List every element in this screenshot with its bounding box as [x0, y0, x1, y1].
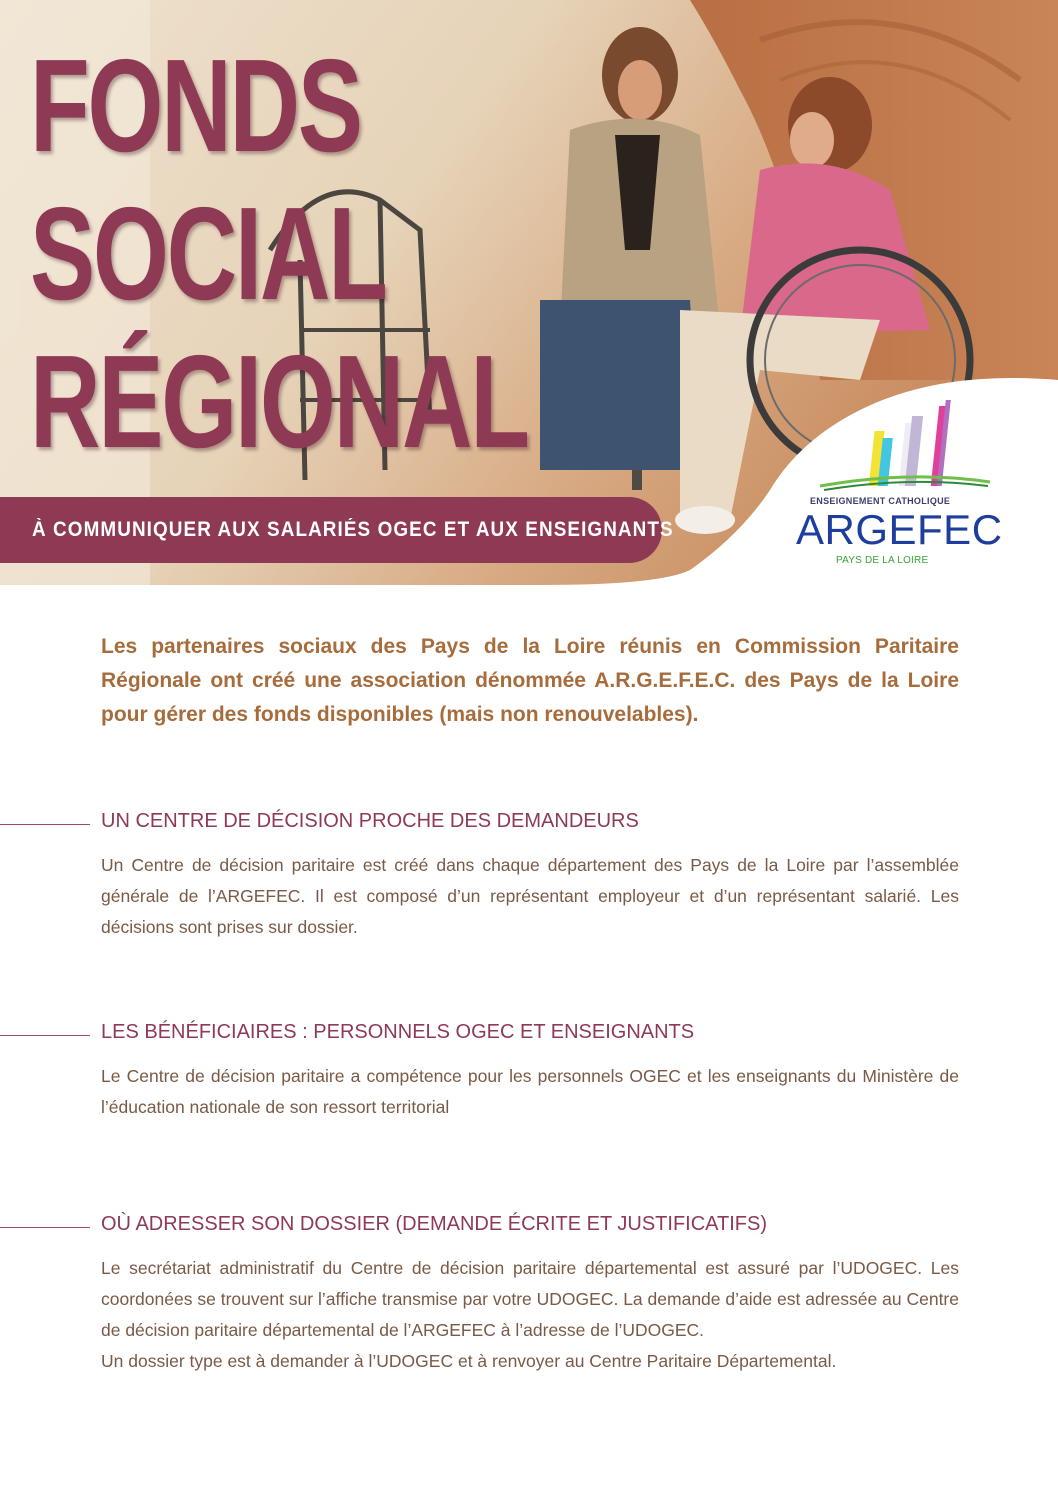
hero-title-line: FONDS	[30, 32, 361, 179]
logo-subtitle: PAYS DE LA LOIRE	[836, 555, 929, 566]
hero	[0, 0, 1058, 585]
section-rule	[0, 1035, 90, 1036]
section-heading: LES BÉNÉFICIAIRES : PERSONNELS OGEC ET ENSEIGNANTS	[101, 1021, 695, 1043]
intro-paragraph: Les partenaires sociaux des Pays de la Loire réunis en Commission Paritaire Régionale ont créé une association dénommée A.R.G.E.F.E.C. des Pays de la Loire pour gérer des fonds disponibles (mais non renouvelables).	[101, 635, 959, 726]
section-paragraph: Un dossier type est à demander à l’UDOGEC et à renvoyer au Centre Paritaire Départemental.	[101, 1351, 837, 1371]
hero-title-line: RÉGIONAL	[30, 328, 528, 475]
section-paragraph: Le Centre de décision paritaire a compétence pour les personnels OGEC et les enseignants du Ministère de l’éducation nationale de son ressort territorial	[101, 1066, 959, 1117]
section-rule	[0, 1227, 90, 1228]
logo-name: ARGEFEC	[796, 506, 1003, 553]
section-heading: UN CENTRE DE DÉCISION PROCHE DES DEMANDEURS	[101, 810, 639, 832]
argefec-logo	[790, 398, 1005, 578]
section-body	[101, 1061, 959, 1123]
audience-banner	[0, 497, 674, 563]
audience-banner-text: À COMMUNIQUER AUX SALARIÉS OGEC ET AUX ENSEIGNANTS	[32, 518, 674, 541]
logo-caption: ENSEIGNEMENT CATHOLIQUE	[810, 496, 951, 506]
hero-title	[30, 32, 528, 476]
section-body	[101, 850, 959, 943]
section-rule	[0, 824, 90, 825]
section-paragraph: Le secrétariat administratif du Centre de décision paritaire départemental est assuré par l’UDOGEC. Les coordonées se trouvent sur l’affiche transmise par votre UDOGEC. La demande d’aide est adressée au Centre de décision paritaire départemental de l’ARGEFEC à l’adresse de l’UDOGEC.	[101, 1258, 959, 1340]
section-paragraph: Un Centre de décision paritaire est créé dans chaque département des Pays de la Loire par l’assemblée générale de l’ARGEFEC. Il est composé d’un représentant employeur et d’un représentant salarié. Les décisions sont prises sur dossier.	[101, 855, 959, 937]
section-body	[101, 1253, 959, 1377]
hero-title-line: SOCIAL	[30, 180, 386, 327]
section-heading: OÙ ADRESSER SON DOSSIER (DEMANDE ÉCRITE ET JUSTIFICATIFS)	[101, 1213, 768, 1235]
logo-bars-icon	[790, 398, 1005, 498]
